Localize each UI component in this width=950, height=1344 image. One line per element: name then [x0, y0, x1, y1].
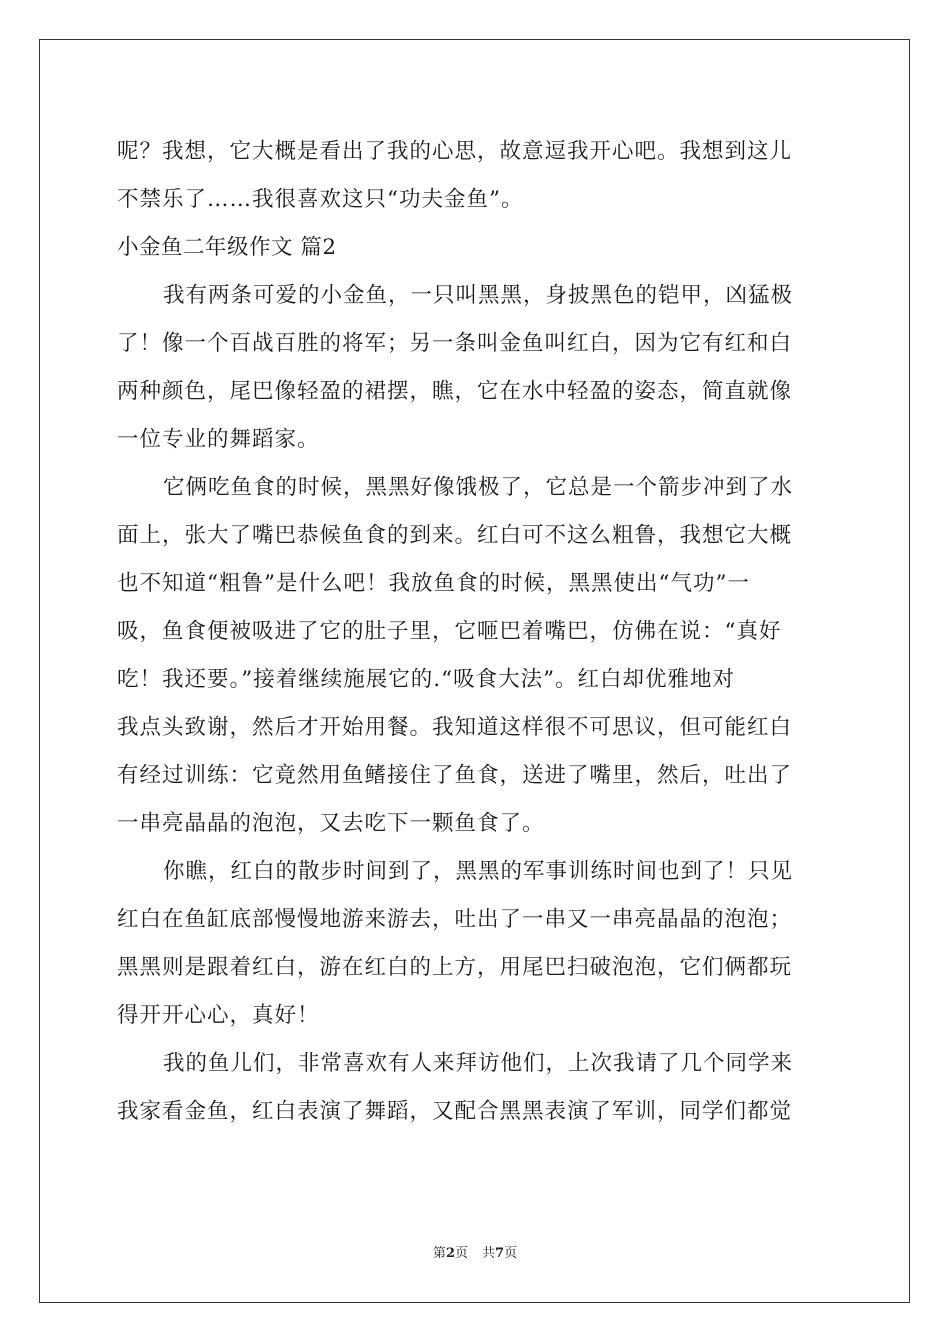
text-line: 有经过训练：它竟然用鱼鳍接住了鱼食，送进了嘴里，然后，吐出了: [117, 763, 793, 788]
text-line: 黑黑则是跟着红白，游在红白的上方，用尾巴扫破泡泡，它们俩都玩: [117, 955, 793, 980]
text-line: 面上，张大了嘴巴恭候鱼食的到来。红白可不这么粗鲁，我想它大概: [117, 523, 793, 548]
text-line: 我有两条可爱的小金鱼，一只叫黑黑，身披黑色的铠甲，凶猛极: [163, 283, 794, 308]
document-body: [117, 128, 837, 1136]
text-line: 吸，鱼食便被吸进了它的肚子里，它咂巴着嘴巴，仿佛在说：“真好: [117, 619, 782, 644]
text-line: 一位专业的舞蹈家。: [117, 427, 320, 452]
section-heading: 小金鱼二年级作文 篇2: [117, 235, 337, 260]
page-number: 2: [445, 1246, 455, 1261]
text-line: 你瞧，红白的散步时间到了，黑黑的军事训练时间也到了！只见: [163, 859, 794, 884]
total-suffix: 页: [504, 1246, 518, 1261]
total-pages: 7: [495, 1246, 505, 1261]
text-line: 得开开心心，真好！: [117, 1003, 320, 1028]
text-line: 也不知道“粗鲁”是什么吧！我放鱼食的时候，黑黑使出“气功”一: [117, 571, 750, 596]
text-line: 它俩吃鱼食的时候，黑黑好像饿极了，它总是一个箭步冲到了水: [163, 475, 794, 500]
text-line: 我的鱼儿们，非常喜欢有人来拜访他们，上次我请了几个同学来: [163, 1051, 794, 1076]
text-line: 吃！我还要。”接着继续施展它的.“吸食大法”。红白却优雅地对: [117, 667, 736, 692]
text-line: 我家看金鱼，红白表演了舞蹈，又配合黑黑表演了军训，同学们都觉: [117, 1099, 793, 1124]
text-line: 两种颜色，尾巴像轻盈的裙摆，瞧，它在水中轻盈的姿态，简直就像: [117, 379, 793, 404]
page-footer: [0, 1246, 950, 1262]
total-prefix: 共: [482, 1246, 496, 1261]
text-line: 呢？我想，它大概是看出了我的心思，故意逗我开心吧。我想到这儿: [117, 139, 793, 164]
text-line: 不禁乐了……我很喜欢这只“功夫金鱼”。: [117, 187, 524, 212]
text-line: 了！像一个百战百胜的将军；另一条叫金鱼叫红白，因为它有红和白: [117, 331, 793, 356]
page-suffix: 页: [454, 1246, 468, 1261]
text-line: 一串亮晶晶的泡泡，又去吃下一颗鱼食了。: [117, 811, 545, 836]
text-line: 红白在鱼缸底部慢慢地游来游去，吐出了一串又一串亮晶晶的泡泡；: [117, 907, 793, 932]
text-line: 我点头致谢，然后才开始用餐。我知道这样很不可思议，但可能红白: [117, 715, 793, 740]
page-prefix: 第: [432, 1246, 446, 1261]
